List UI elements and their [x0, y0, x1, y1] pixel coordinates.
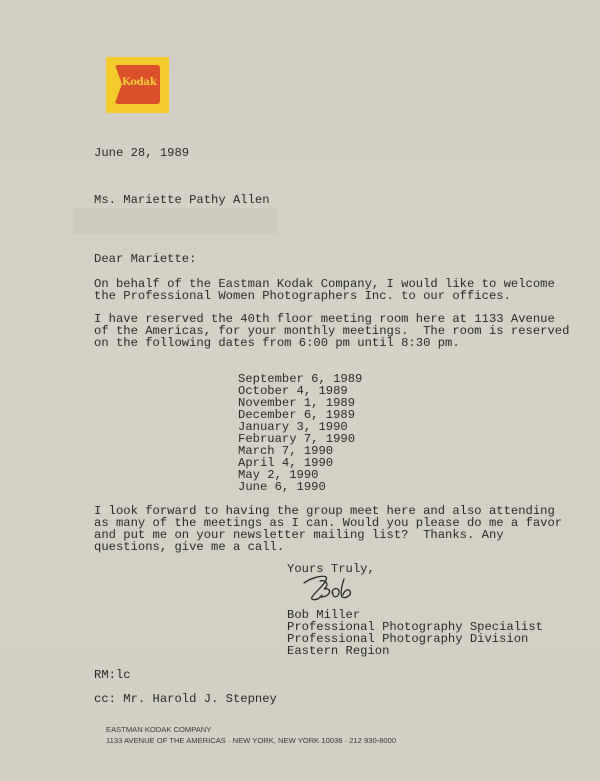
date-item: April 4, 1990 — [238, 456, 334, 470]
footer-company: EASTMAN KODAK COMPANY — [106, 725, 212, 734]
paragraph-line: and put me on your newsletter mailing list? Thanks. Any — [94, 528, 504, 542]
date-item: November 1, 1989 — [238, 396, 356, 410]
letter-date: June 28, 1989 — [94, 146, 190, 160]
signer-region: Eastern Region — [287, 644, 390, 658]
date-item: January 3, 1990 — [238, 420, 348, 434]
footer-address: 1133 AVENUE OF THE AMERICAS · NEW YORK, NEW YORK 10036 · 212 930-8000 — [106, 736, 397, 745]
redacted-address — [73, 208, 277, 234]
date-item: February 7, 1990 — [238, 432, 356, 446]
date-item: September 6, 1989 — [238, 372, 363, 386]
paragraph-line: on the following dates from 6:00 pm until 8:30 pm. — [94, 336, 460, 350]
kodak-logo-inner — [115, 65, 160, 104]
date-item: March 7, 1990 — [238, 444, 334, 458]
paragraph-line: of the Americas, for your monthly meetings. The room is reserved — [94, 324, 570, 338]
typist-initials: RM:lc — [94, 668, 131, 682]
logo-text: Kodak — [122, 77, 157, 88]
kodak-k-icon — [115, 65, 122, 103]
paragraph-line: questions, give me a call. — [94, 540, 285, 554]
paragraph-line: the Professional Women Photographers Inc. to our offices. — [94, 289, 511, 303]
paragraph-line: as many of the meetings as I can. Would you please do me a favor — [94, 516, 563, 530]
closing: Yours Truly, — [287, 562, 375, 576]
recipient-name: Ms. Mariette Pathy Allen — [94, 193, 270, 207]
signer-division: Professional Photography Division — [287, 632, 529, 646]
date-item: June 6, 1990 — [238, 480, 326, 494]
paragraph-line: I look forward to having the group meet here and also attending — [94, 504, 555, 518]
signer-name: Bob Miller — [287, 608, 361, 622]
salutation: Dear Mariette: — [94, 252, 197, 266]
cc-line: cc: Mr. Harold J. Stepney — [94, 692, 277, 706]
paragraph-line: On behalf of the Eastman Kodak Company, I would like to welcome — [94, 277, 555, 291]
date-item: December 6, 1989 — [238, 408, 356, 422]
paragraph-line: I have reserved the 40th floor meeting room here at 1133 Avenue — [94, 312, 555, 326]
signature-icon — [302, 573, 362, 603]
date-item: May 2, 1990 — [238, 468, 319, 482]
date-item: October 4, 1989 — [238, 384, 348, 398]
signer-title: Professional Photography Specialist — [287, 620, 543, 634]
kodak-logo — [106, 57, 169, 113]
